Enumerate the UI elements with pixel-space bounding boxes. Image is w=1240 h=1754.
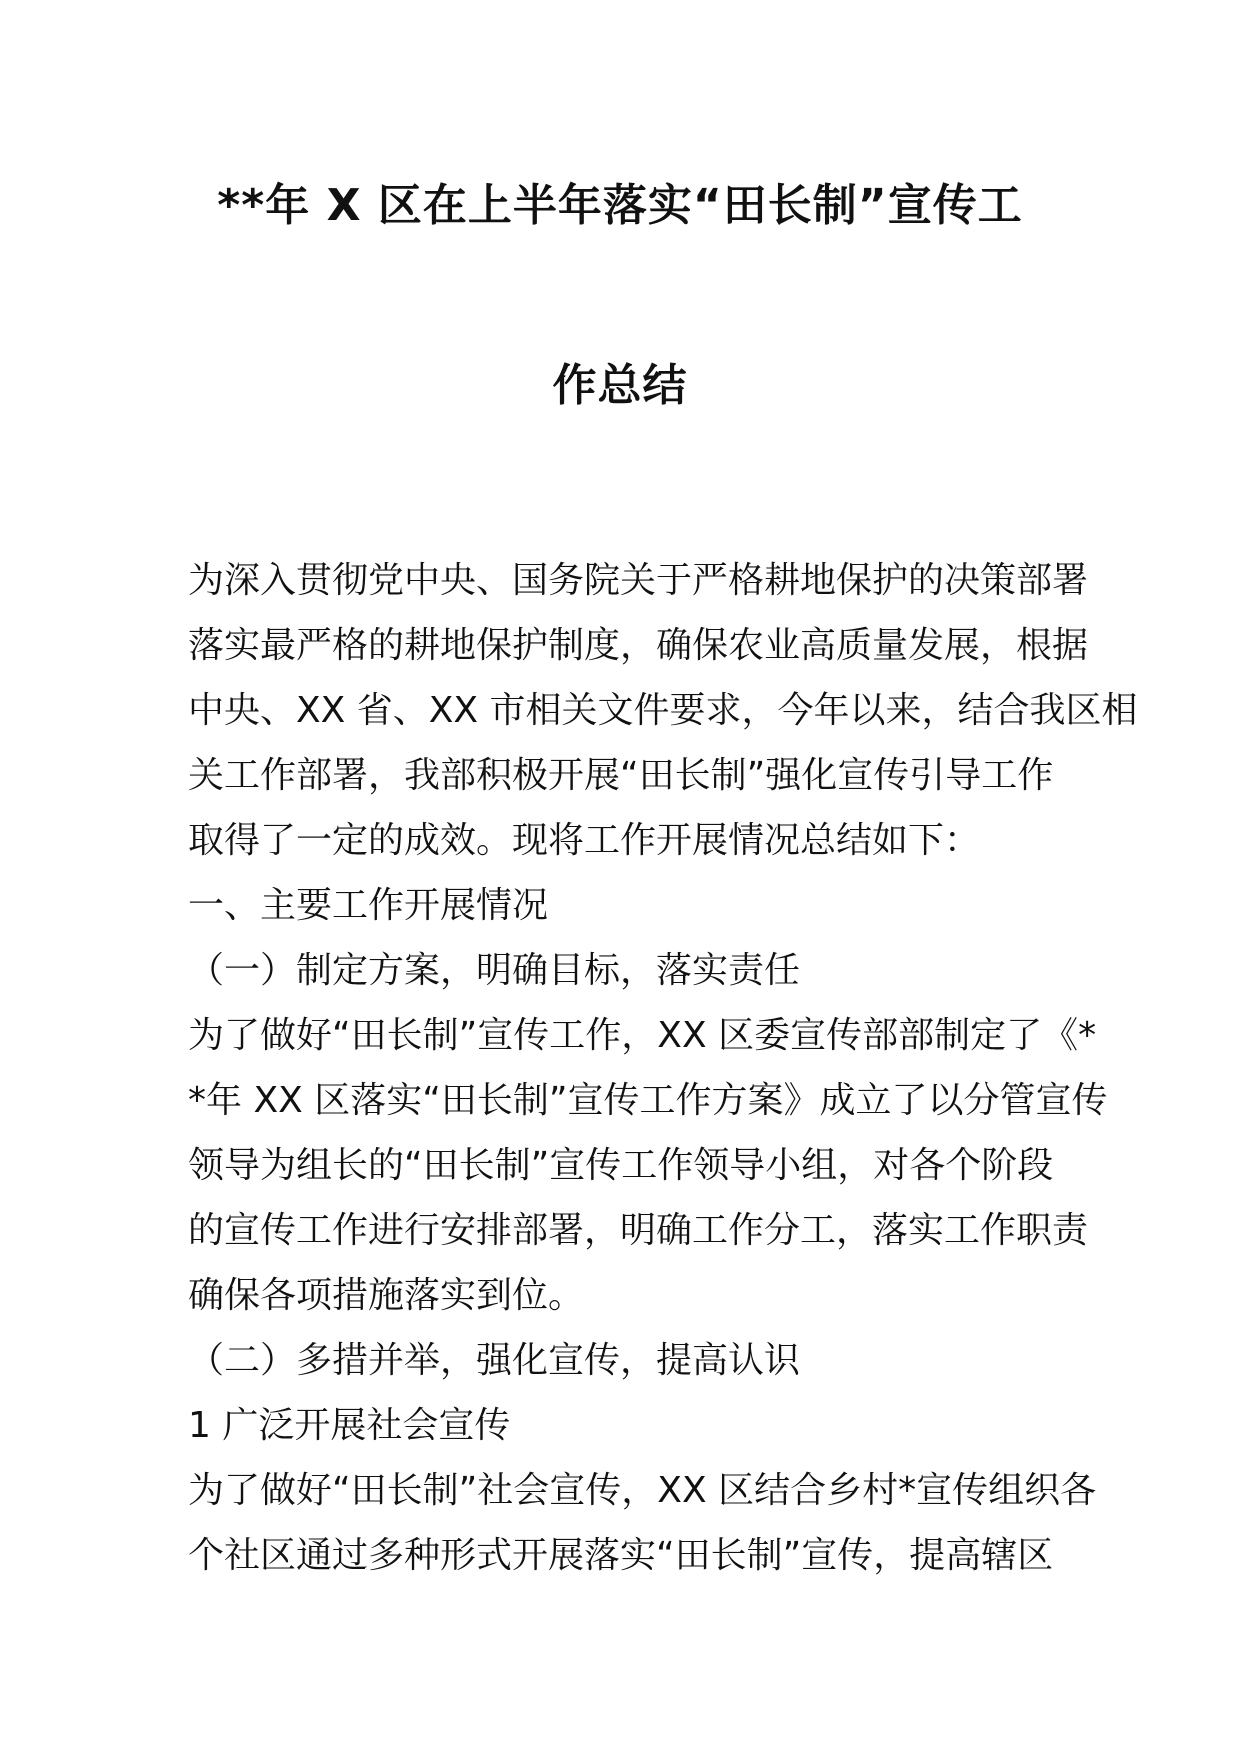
body-line: 确保各项措施落实到位。 <box>188 1275 585 1316</box>
document-title-line-1: **年 X 区在上半年落实“田长制”宣传工 <box>217 180 1023 231</box>
body-line: 取得了一定的成效。现将工作开展情况总结如下： <box>188 820 981 861</box>
subsection-heading: （一）制定方案，明确目标，落实责任 <box>188 950 801 991</box>
document-title-line-2: 作总结 <box>552 360 688 411</box>
body-line: 为深入贯彻党中央、国务院关于严格耕地保护的决策部署 <box>188 560 1089 601</box>
body-line: 为了做好“田长制”宣传工作，XX 区委宣传部部制定了《* <box>188 1015 1097 1056</box>
body-line: *年 XX 区落实“田长制”宣传工作方案》成立了以分管宣传 <box>188 1080 1108 1121</box>
item-heading: 1 广泛开展社会宣传 <box>188 1405 511 1446</box>
section-heading: 一、主要工作开展情况 <box>188 885 549 926</box>
body-line: 落实最严格的耕地保护制度，确保农业高质量发展，根据 <box>188 625 1089 666</box>
document-body <box>188 548 1138 1588</box>
body-line: 领导为组长的“田长制”宣传工作领导小组，对各个阶段 <box>188 1145 1054 1186</box>
body-line: 关工作部署，我部积极开展“田长制”强化宣传引导工作 <box>188 755 1054 796</box>
body-line: 的宣传工作进行安排部署，明确工作分工，落实工作职责 <box>188 1210 1089 1251</box>
body-line: 个社区通过多种形式开展落实“田长制”宣传，提高辖区 <box>188 1535 1054 1576</box>
body-line: 中央、XX 省、XX 市相关文件要求，今年以来，结合我区相 <box>188 690 1138 731</box>
body-line: 为了做好“田长制”社会宣传，XX 区结合乡村*宣传组织各 <box>188 1470 1097 1511</box>
subsection-heading: （二）多措并举，强化宣传，提高认识 <box>188 1340 801 1381</box>
